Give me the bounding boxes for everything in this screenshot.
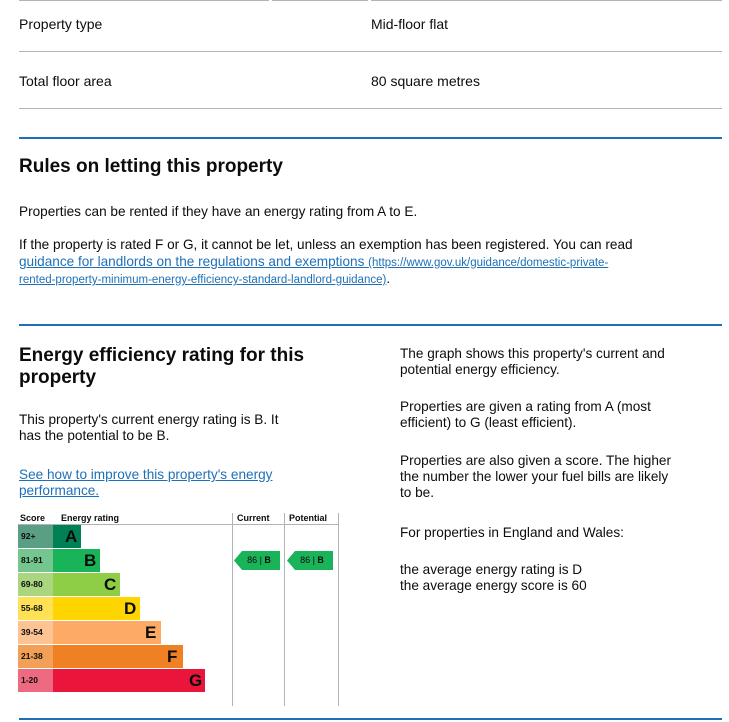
band-score-range: 69-80 [18,573,53,596]
current-rating-arrow-label [234,551,280,570]
header-current: Current [237,513,270,523]
band-score-range: 1-20 [18,669,53,692]
table-top-border [371,0,722,1]
rating-explainer [400,399,651,431]
section-break [19,324,722,326]
current-rating-arrow-score: 86 [247,555,260,565]
letting-para-2 [19,237,724,253]
current-column-divider [232,513,233,706]
band-score-range: 21-38 [18,645,53,668]
floor-area-value: 80 square metres [371,73,480,89]
england-wales-text: For properties in England and Wales: [400,525,624,540]
band-letter: C [104,575,117,594]
header-score: Score [20,513,46,523]
average-score-text: the average energy score is 60 [400,578,587,593]
potential-rating-arrow-rating: B [317,555,324,565]
header-potential: Potential [289,513,328,523]
score-explainer-l2: the number the lower your fuel bills are likely [400,469,669,484]
letting-heading: Rules on letting this property [19,156,283,177]
band-score-range: 39-54 [18,621,53,644]
section-break [19,718,722,720]
rating-explainer-l1: Properties are given a rating from A (most [400,399,651,414]
potential-rating-arrow-separator: | [312,555,318,565]
band-score-range: 55-68 [18,597,53,620]
band-letter: A [65,527,78,546]
current-rating-arrow-separator: | [259,555,265,565]
efficiency-heading-l1: Energy efficiency rating for this [19,345,305,366]
band-letter: B [84,551,97,570]
trailing-period: . [386,271,391,286]
score-explainer-l1: Properties are also given a score. The higher [400,453,672,468]
band-letter: E [145,623,157,642]
graph-explainer-l2: potential energy efficiency. [400,362,560,377]
improve-energy-link[interactable] [19,467,272,498]
header-energy-rating: Energy rating [61,513,120,523]
landlord-guidance-link-cont[interactable]: rented-property-minimum-energy-efficiency-standard-landlord-guidance) [19,274,387,286]
row-divider [19,51,722,52]
potential-rating-arrow [287,551,333,570]
table-top-border [19,0,269,1]
efficiency-heading [19,345,304,389]
energy-rating-chart [18,513,339,706]
improve-link-l1: See how to improve this property's energy [19,467,273,482]
band-bar [53,669,205,692]
floor-area-label: Total floor area [19,73,112,89]
letting-link-line-2 [19,271,390,288]
section-break [19,137,722,139]
landlord-guidance-link[interactable] [19,254,608,269]
letting-para-2-text: If the property is rated F or G, it cannot be let, unless an exemption has been registered. You can read [19,237,633,252]
efficiency-heading-l2: property [19,367,97,388]
potential-column-divider [284,513,285,706]
band-score-range: 81-91 [18,549,53,572]
band-letter: F [167,647,178,666]
letting-link-line [19,254,608,271]
improve-link-l2: performance. [19,483,100,498]
property-type-label: Property type [19,16,103,32]
score-explainer [400,453,671,501]
current-rating-text [19,412,278,444]
chart-right-border [338,513,339,706]
landlord-guidance-link-text: guidance for landlords on the regulations and exemptions [19,254,365,269]
current-rating-l1: This property's current energy rating is B. It [19,412,279,427]
letting-para-1: Properties can be rented if they have an energy rating from A to E. [19,204,418,219]
graph-explainer-l1: The graph shows this property's current and [400,346,665,361]
row-divider [19,108,722,109]
band-letter: G [189,671,203,690]
band-letter: D [124,599,137,618]
current-rating-l2: has the potential to be B. [19,428,170,443]
band-score-range: 92+ [18,525,53,548]
band-bar [53,645,183,668]
score-explainer-l3: to be. [400,485,435,500]
current-rating-arrow [234,551,280,570]
table-top-border [272,0,368,1]
current-rating-arrow-rating: B [264,555,271,565]
averages-text [400,562,587,594]
average-rating-text: the average energy rating is D [400,562,583,577]
potential-rating-arrow-score: 86 [300,555,313,565]
improve-link-para [19,467,272,499]
property-type-value: Mid-floor flat [371,16,449,32]
potential-rating-arrow-label [287,551,333,570]
graph-explainer [400,346,665,378]
landlord-guidance-url-1: (https://www.gov.uk/guidance/domestic-private- [368,257,609,269]
rating-explainer-l2: efficient) to G (least efficient). [400,415,577,430]
